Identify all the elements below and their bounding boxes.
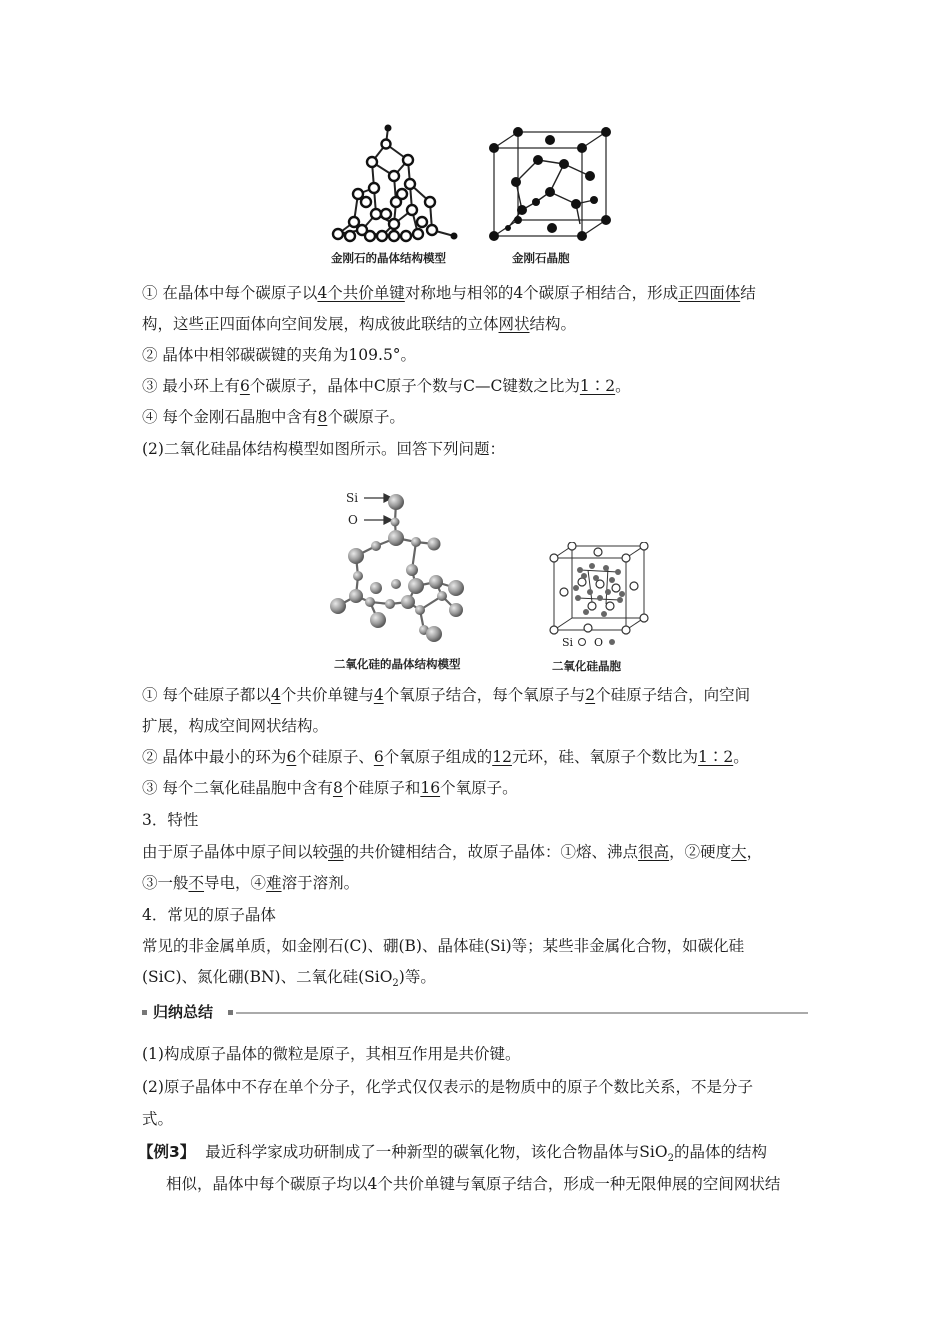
sio2-point-3: ③ 每个二氧化硅晶胞中含有8个硅原子和16个氧原子。: [142, 779, 518, 797]
example-3-line-2: 相似，晶体中每个碳原子均以4个共价单键与氧原子结合，形成一种无限伸展的空间网状结: [166, 1175, 781, 1193]
diamond-point-4: ④ 每个金刚石晶胞中含有8个碳原子。: [142, 408, 405, 426]
legend-si-symbol: [579, 639, 586, 646]
sio2-point-1-line-1: ① 每个硅原子都以4个共价单键与4个氧原子结合，每个氧原子与2个硅原子结合，向空间: [142, 686, 751, 704]
summary-bar: [140, 1002, 810, 1024]
example-3-line-1: 【例3】 最近科学家成功研制成了一种新型的碳氧化物，该化合物晶体与SiO$_2$的晶体的结构: [138, 1143, 767, 1165]
summary-divider: [236, 1012, 808, 1014]
summary-point-2-line-2: 式。: [142, 1110, 174, 1128]
o-label: O: [348, 513, 358, 527]
sio2-point-1-line-2: 扩展，构成空间网状结构。: [142, 717, 329, 735]
diamond-point-3: ③ 最小环上有6个碳原子，晶体中C原子个数与C—C键数之比为1∶2。: [142, 377, 631, 395]
common-crystals-line-2: (SiC)、氮化硼(BN)、二氧化硅(SiO$_2$)等。: [142, 968, 436, 990]
diamond-point-1-line-1: ① 在晶体中每个碳原子以4个共价单键对称地与相邻的4个碳原子相结合，形成正四面体结: [142, 284, 756, 302]
sio2-unit-cell-figure: [548, 542, 660, 650]
diamond-cell-caption: 金刚石晶胞: [512, 251, 570, 265]
legend-si-label: Si: [562, 636, 574, 649]
si-label: Si: [346, 491, 359, 505]
example-3-tag: 【例3】: [138, 1143, 196, 1161]
summary-point-2-line-1: (2)原子晶体中不存在单个分子，化学式仅仅表示的是物质中的原子个数比关系，不是分子: [142, 1078, 753, 1096]
common-crystals-heading: 4．常见的原子晶体: [142, 906, 276, 924]
diamond-structure-model-figure: [322, 118, 472, 248]
diamond-model-caption: 金刚石的晶体结构模型: [331, 251, 446, 265]
summary-bullet-right: [228, 1010, 233, 1015]
sio2-structure-model-figure: [312, 484, 487, 654]
common-crystals-line-1: 常见的非金属单质，如金刚石(C)、硼(B)、晶体硅(Si)等；某些非金属化合物，如碳化硅: [142, 937, 745, 955]
sio2-model-caption: 二氧化硅的晶体结构模型: [334, 657, 461, 671]
legend-o-symbol: [609, 639, 615, 645]
sio2-intro: (2)二氧化硅晶体结构模型如图所示。回答下列问题：: [142, 440, 505, 458]
properties-line-1: 由于原子晶体中原子间以较强的共价键相结合，故原子晶体：①熔、沸点很高，②硬度大，: [142, 843, 763, 861]
legend-o-label: O: [594, 636, 604, 649]
properties-line-2: ③一般不导电，④难溶于溶剂。: [142, 874, 360, 892]
summary-bullet-left: [142, 1010, 147, 1015]
sio2-cell-caption: 二氧化硅晶胞: [552, 659, 621, 673]
sio2-point-2: ② 晶体中最小的环为6个硅原子、6个氧原子组成的12元环，硅、氧原子个数比为1∶2。: [142, 748, 749, 766]
diamond-point-1-line-2: 构，这些正四面体向空间发展，构成彼此联结的立体网状结构。: [142, 315, 577, 333]
summary-title: 归纳总结: [153, 1003, 214, 1021]
diamond-point-2: ② 晶体中相邻碳碳键的夹角为109.5°。: [142, 346, 417, 364]
properties-heading: 3．特性: [142, 811, 199, 829]
diamond-unit-cell-figure: [486, 124, 616, 242]
summary-point-1: (1)构成原子晶体的微粒是原子，其相互作用是共价键。: [142, 1045, 521, 1063]
